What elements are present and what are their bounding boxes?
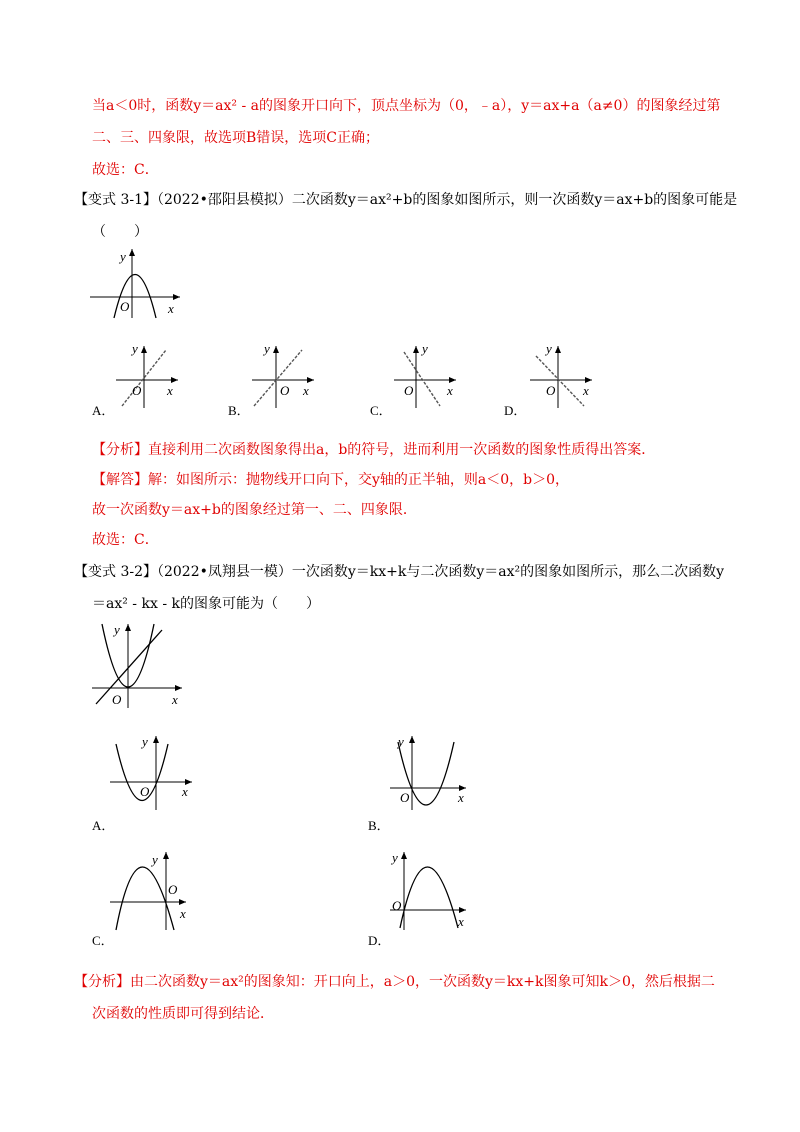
prev-solution-answer: 故选：C． [92, 162, 159, 178]
figure-3-2-line-and-parabola [90, 620, 190, 710]
option-b-label: B． [228, 403, 250, 418]
y-axis-label: y [422, 341, 428, 356]
x-axis-label: x [168, 301, 174, 316]
origin-label: O [112, 692, 122, 707]
x-axis-label: x [182, 784, 188, 799]
x-axis-label: x [303, 383, 309, 398]
option-b-graph [250, 340, 320, 410]
x-axis-label: x [167, 383, 173, 398]
origin-label: O [546, 383, 556, 398]
x-axis-label: x [447, 383, 453, 398]
option-c-label: C． [370, 403, 392, 418]
prev-solution-line-2: 二、三、四象限，故选项B错误，选项C正确； [92, 130, 379, 146]
x-axis-label: x [458, 914, 464, 929]
option-c-label: C． [92, 933, 114, 948]
origin-label: O [280, 383, 290, 398]
figure-3-1-parabola [90, 245, 185, 320]
option-b-graph [390, 732, 480, 812]
x-axis-label: x [583, 383, 589, 398]
y-axis-label: y [132, 341, 138, 356]
question-3-2-analysis-line-1: 【分析】由二次函数y＝ax²的图象知：开口向上，a＞0，一次函数y＝kx+k图象可知k＞0，然后根据二 [74, 974, 715, 990]
prev-solution-line-1: 当a＜0时，函数y＝ax² - a的图象开口向下，顶点坐标为（0，﹣a），y＝ax+a（a≠0）的图象经过第 [92, 98, 721, 114]
y-axis-label: y [392, 850, 398, 865]
origin-label: O [392, 898, 402, 913]
origin-label: O [140, 784, 150, 799]
origin-label: O [400, 790, 410, 805]
y-axis-label: y [114, 622, 120, 637]
option-d-label: D． [504, 403, 527, 418]
option-d-graph [528, 340, 598, 410]
question-3-1-solution-line-1: 【解答】解：如图所示：抛物线开口向下，交y轴的正半轴，则a＜0，b＞0， [92, 472, 570, 488]
option-b-label: B． [368, 818, 390, 833]
option-a-graph [110, 732, 200, 812]
y-axis-label: y [398, 734, 404, 749]
option-d-graph [390, 848, 480, 933]
y-axis-label: y [120, 249, 126, 264]
origin-label: O [120, 299, 130, 314]
question-3-1-solution-line-2: 故一次函数y＝ax+b的图象经过第一、二、四象限． [92, 502, 417, 518]
x-axis-label: x [180, 906, 186, 921]
y-axis-label: y [546, 341, 552, 356]
origin-label: O [132, 383, 142, 398]
question-3-1-stem: 【变式 3-1】（2022•邵阳县模拟）二次函数y＝ax²+b的图象如图所示，则一次函数y＝ax+b的图象可能是 [74, 192, 738, 208]
y-axis-label: y [264, 341, 270, 356]
option-a-graph [114, 340, 184, 410]
option-c-graph [392, 340, 462, 410]
question-3-1-analysis: 【分析】直接利用二次函数图象得出a，b的符号，进而利用一次函数的图象性质得出答案． [92, 442, 656, 458]
x-axis-label: x [458, 790, 464, 805]
question-3-2-stem-continued: ＝ax² - kx - k的图象可能为（ ） [92, 596, 320, 612]
question-3-1-blank: （ ） [92, 224, 148, 240]
option-a-label: A． [92, 818, 115, 833]
question-3-2-stem: 【变式 3-2】（2022•凤翔县一模）一次函数y＝kx+k与二次函数y＝ax²的图象如图所示，那么二次函数y [74, 564, 725, 580]
y-axis-label: y [142, 734, 148, 749]
x-axis-label: x [172, 692, 178, 707]
option-c-graph [110, 848, 200, 933]
option-a-label: A． [92, 403, 115, 418]
origin-label: O [404, 383, 414, 398]
origin-label: O [168, 882, 178, 897]
question-3-2-analysis-line-2: 次函数的性质即可得到结论． [92, 1006, 274, 1022]
y-axis-label: y [152, 852, 158, 867]
option-d-label: D． [368, 933, 391, 948]
question-3-1-answer: 故选：C． [92, 532, 159, 548]
